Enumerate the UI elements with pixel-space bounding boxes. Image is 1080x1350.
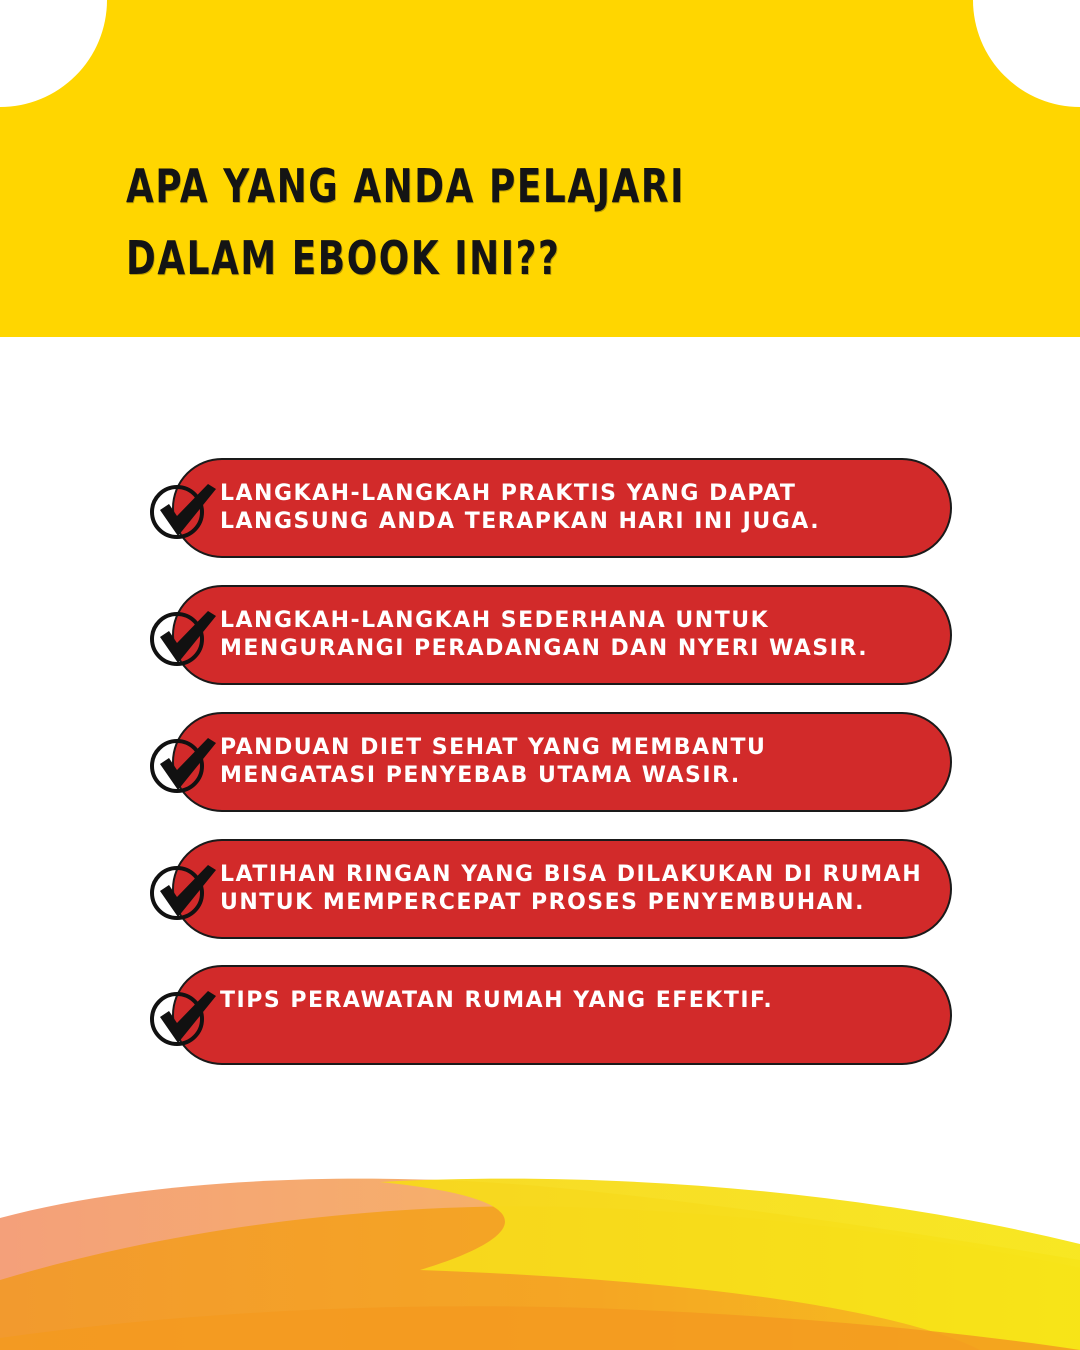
footer-waves [0, 1160, 1080, 1350]
checkmark-circle-icon [150, 987, 224, 1047]
checklist-item-text: LATIHAN RINGAN YANG BISA DILAKUKAN DI RUMAH UNTUK MEMPERCEPAT PROSES PENYEMBUHAN. [220, 862, 923, 915]
checklist-item [172, 585, 952, 685]
checkmark-circle-icon [150, 734, 224, 794]
checklist-item [172, 458, 952, 558]
checklist-item [172, 965, 952, 1065]
checkmark-circle-icon [150, 861, 224, 921]
checklist-item [172, 712, 952, 812]
checkmark-circle-icon [150, 480, 224, 540]
checklist-item-text: PANDUAN DIET SEHAT YANG MEMBANTU MENGATASI PENYEBAB UTAMA WASIR. [220, 735, 767, 788]
checklist-item [172, 839, 952, 939]
checklist-item-text: LANGKAH-LANGKAH SEDERHANA UNTUK MENGURANGI PERADANGAN DAN NYERI WASIR. [220, 608, 869, 661]
checklist-item-text: LANGKAH-LANGKAH PRAKTIS YANG DAPAT LANGSUNG ANDA TERAPKAN HARI INI JUGA. [220, 481, 821, 534]
page-title: APA YANG ANDA PELAJARI DALAM EBOOK INI?? [126, 159, 686, 285]
checkmark-circle-icon [150, 607, 224, 667]
checklist-item-text: TIPS PERAWATAN RUMAH YANG EFEKTIF. [220, 988, 774, 1013]
